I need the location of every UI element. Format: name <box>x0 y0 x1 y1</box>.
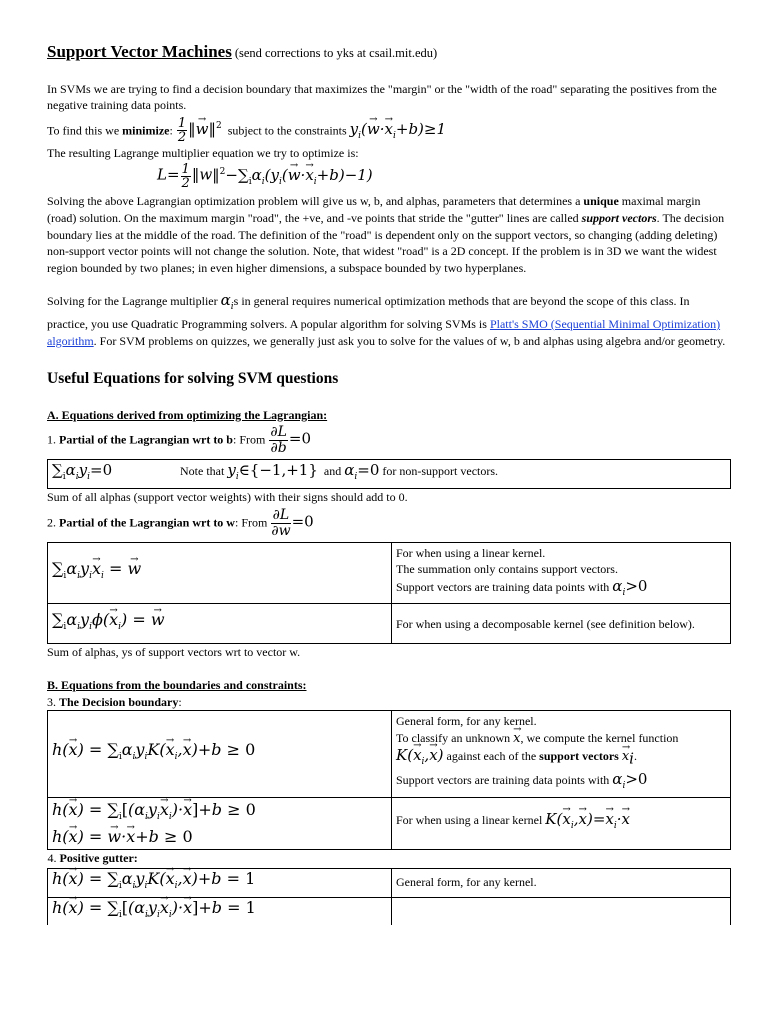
minimize-word: minimize <box>122 123 170 138</box>
document-title: Support Vector Machines <box>47 42 232 61</box>
partial-l-b: $\frac{\partial L}{\partial b}$ <box>270 424 287 457</box>
positive-gutter-general-note: General form, for any kernel. <box>392 868 731 897</box>
table-alpha-y-sum <box>47 459 731 489</box>
lagrange-intro: The resulting Lagrange multiplier equation we try to optimize is: <box>47 145 359 160</box>
document-subtitle: (send corrections to yks at csail.mit.edu) <box>234 46 438 60</box>
positive-gutter-linear-note <box>392 897 731 925</box>
item-3: 3. The Decision boundary: <box>47 694 182 709</box>
constraints-text: subject to the constraints <box>227 123 347 138</box>
intro-paragraph: In SVMs we are trying to find a decision boundary that maximizes the "margin" or the "width of the road" separating the positives from the negative training data points. <box>47 81 717 113</box>
w-decomposable-note: For when using a decomposable kernel (see definition below). <box>392 604 731 644</box>
w-decomposable-equation: $\sum_i\alpha_iy_i\phi(\to x_i)$ = → w <box>48 604 392 644</box>
section-a-heading: A. Equations derived from optimizing the Lagrangian: <box>47 407 328 422</box>
table-row <box>48 897 731 925</box>
decision-general-equation: $h(\to x) = \sum_i\alpha_iy_iK(\to x_i,\to x)+b \ge 0$ <box>48 711 392 797</box>
item-2: 2. Partial of the Lagrangian wrt to w: From $\frac{\partial L}{\partial w}$ =0 <box>47 506 314 539</box>
solution-paragraph: Solving the above Lagrangian optimization problem will give us w, b, and alphas, parameters that determines a unique maximal margin (road) solution. On the maximum margin "road", the +ve, and -ve points that stride the "gutter" lines are called support vectors. The decision boundary lies at the middle of the road. The definition of the "road" is dependent only on the support vectors, so changing (adding deleting) non-support vector points will not change the solution. Note, that widest "road" is a 2D concept. If the problem is in 3D we want the widest region bounded by two planes; in even higher dimensions, a subspace bounded by two hyperplanes. <box>47 194 725 275</box>
section-b-heading: B. Equations from the boundaries and constraints: <box>47 677 307 692</box>
smo-algorithm-link[interactable]: Platt's SMO (Sequential Minimal Optimization) algorithm <box>47 317 721 348</box>
multiplier-paragraph: Solving for the Lagrange multiplier $\alpha_is$ in general requires numerical optimization methods that are beyond the scope of this class. In practice, you use Quadratic Programming solvers. A popular algorithm for solving SVMs is Platt's SMO (Sequential Minimal Optimization) algorithm. For SVM problems on quizzes, we generally just ask you to solve for the values of w, b and alphas using algebra and/or geometry. <box>47 291 726 348</box>
table-row <box>48 868 731 897</box>
table-row <box>48 711 731 797</box>
table-row <box>48 850 731 869</box>
positive-gutter-general-equation: $h(\to x) = \sum_i\alpha_iy_iK(\to x_i,\to x)+b = 1$ <box>48 868 392 897</box>
w-linear-note: For when using a linear kernel. The summation only contains support vectors. Support vectors are training data points with $\alpha_i>0$ <box>392 542 731 604</box>
item-1: 1. Partial of the Lagrangian wrt to b: From $\frac{\partial L}{\partial b}$ =0 <box>47 424 311 457</box>
constraint-formula: $y_i(\to w\cdot\to x_i+b)\ge 1$ <box>350 120 446 138</box>
table-decision-boundary <box>47 710 731 850</box>
document-page <box>47 44 731 925</box>
decision-linear-equations: $h(\to x) = \sum_i[(\alpha_iy_i\to x_i)\cdot\to x]+b \ge 0$ h(→ x) = → w·→ x+b ≥ 0 <box>48 797 392 849</box>
table-row <box>48 604 731 644</box>
table-w-equations <box>47 542 731 645</box>
minimize-line: To find this we minimize: $\frac{1}{2}$ ‖→ w‖$^2$ subject to the constraints $y_i(\to w\cdot\to x_i+b)\ge 1$ <box>47 117 731 145</box>
minimize-formula: $\frac{1}{2}$ ‖→ w‖$^2$ <box>176 120 222 138</box>
w-linear-equation: $\sum_i\alpha_iy_i\to x_i$ = → w <box>48 542 392 604</box>
positive-gutter-linear-equation: $h(\to x) = \sum_i[(\alpha_iy_i\to x_i)\cdot\to x]+b = 1$ <box>48 897 392 925</box>
alpha-y-sum-equation: $\sum_i\alpha_iy_i=0$ <box>48 460 177 489</box>
item-4-label: 4. Positive gutter: <box>47 851 138 866</box>
table-row <box>48 460 731 489</box>
useful-equations-heading: Useful Equations for solving SVM questions <box>47 370 339 388</box>
title-row <box>47 44 731 62</box>
decision-linear-note: For when using a linear kernel $K(\to x_i,\to x)=\to x_i\cdot\to x$ <box>392 797 731 849</box>
table-row <box>48 797 731 849</box>
alpha-y-note: Note that $y_i\in\{-1,+1\}$ and $\alpha_i=0$ for non-support vectors. <box>176 460 731 489</box>
sum-alphas-note: Sum of all alphas (support vector weights) with their signs should add to 0. <box>47 490 408 504</box>
table-positive-gutter <box>47 850 731 926</box>
partial-l-w: $\frac{\partial L}{\partial w}$ <box>271 506 291 539</box>
table-row <box>48 542 731 604</box>
decision-general-note: General form, for any kernel. To classify an unknown → x, we compute the kernel function $K(\to x_i,\to x)$ against each of the support vectors → $x_i$. Support vectors are training data points with $\alpha_i>0$ <box>392 711 731 797</box>
lagrangian-equation: L= $\frac{1}{2}$ $‖w‖^2-\sum_i\alpha_i(y_i(\to w\cdot\to x_i+b)-1)$ <box>47 163 731 190</box>
sum-ys-note: Sum of alphas, ys of support vectors wrt to vector w. <box>47 645 301 660</box>
